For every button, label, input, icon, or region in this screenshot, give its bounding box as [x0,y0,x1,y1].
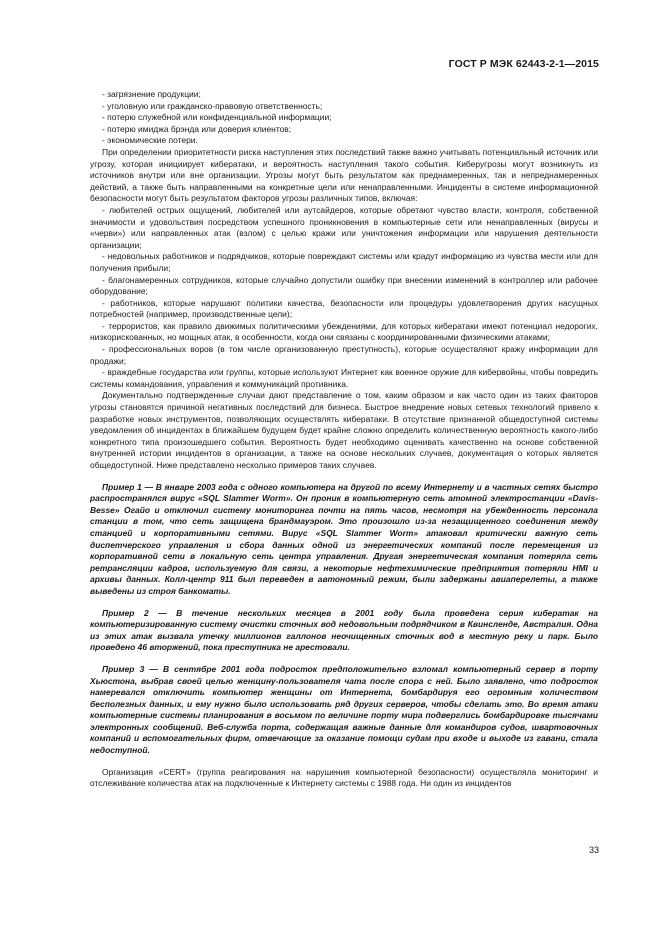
example-text: Пример 2 — В течение нескольких месяцев в 2001 году была проведена серия кибератак на компьютеризированную систему очистки сточных вод недовольным подрядчиком в Квинсленде, Австралия. Одна из этих атак вызвала утечку миллионов галлонов неочищенных сточных вод в местную реку и парк. Было проведено 46 вторжений, пока преступника не арестовали. [90,607,598,653]
list-item: - загрязнение продукции; [102,89,201,99]
document-header: ГОСТ Р МЭК 62443-2-1—2015 [448,58,599,70]
list-item-text: - профессиональных воров (в том числе организованную преступность), которые осуществляют кражу информации для продажи; [90,344,598,366]
list-item [90,321,598,344]
threat-agent-list [90,205,598,391]
list-item-text: - враждебные государства или группы, которые используют Интернет как военное оружие для кибервойны, чтобы повредить системы командования, управления и коммуникаций противника. [90,367,598,389]
list-item: - потерю служебной или конфиденциальной информации; [102,112,332,123]
paragraph-text: Организация «CERT» (группа реагирования на нарушения компьютерной безопасности) осуществляла мониторинг и отслеживание количества атак на подключенные к Интернету системы с 1988 года. Ни один из инцидентов [90,766,598,789]
example-text: Пример 3 — В сентябре 2001 года подросток предположительно взломал компьютерный сервер в порту Хьюстона, выбрав своей целью женщину-пользователя чата после спора с ней. Было заявлено, что подросток намеревался отключить компьютер женщины от Интернета, бомбардируя его огромным количеством бесполезных данных, и ему нужно было использовать ряд других серверов, чтобы сделать это. Во время атаки компьютерные системы планирования в восьмом по величине порту мира подверглись бомбардировке тысячами электронных сообщений. Веб-служба порта, содержащая важные данные для командиров судов, швартовочных компаний и вспомогательных фирм, отвечающие за оказание помощи судам при входе и выходе из гавани, стала недоступной. [90,663,598,756]
example-2 [90,608,598,654]
example-3 [90,664,598,757]
list-item-text: - любителей острых ощущений, любителей или аутсайдеров, которые обретают чувство власти, контроля, собственной значимости и удовольствия посредством успешного проникновения в компьютерные сети или ненаправленных (вирусы и «черви») или направленных атак (взлом) с целью кражи или уничтожения информации или нарушения деятельности организации; [90,204,598,250]
list-item: - экономические потери. [102,135,198,146]
list-item-text: - работников, которые нарушают политики качества, безопасности или процедуры удовлетворения других насущных потребностей (например, производственные цели); [90,297,598,320]
example-text: Пример 1 — В январе 2003 года с одного компьютера на другой по всему Интернету и в частных сетях быстро распространялся вирус «SQL Slammer Worm». Он проник в компьютерную сеть атомной электростанции «Davis-Besse» Огайо и отключил систему мониторинга почти на пять часов, несмотря на убежденность персонала станции в том, что сеть защищена брандмауэром. Это произошло из-за незащищенного соединения между станцией и корпоративными сетями. Вирус «SQL Slammer Worm» атаковал критически важную сеть диспетчерского управления и сбора данных одной из энергетических компаний после перемещения из корпоративной сети в локальную сеть центра управления. Другая энергетическая компания потеряла сеть ретрансляции кадров, используемую для связи, а некоторые нефтехимические предприятия потеряли HMI и архивы данных. Колл-центр 911 был переведен в автономный режим, были задержаны авиаперелеты, а также выведены из строя банкоматы. [90,481,598,596]
paragraph-threat-sources [90,147,598,205]
list-item: - потерю имиджа брэнда или доверия клиентов; [102,123,292,134]
list-item [90,275,598,298]
list-item-text: - недовольных работников и подрядчиков, которые повреждают системы или крадут информацию из чувства мести или для получения прибыли; [90,251,598,273]
consequence-list [90,89,598,147]
list-item [90,367,598,390]
list-item-text: - террористов, как правило движимых политическими убеждениями, для которых кибератаки имеют потенциал недорогих, низкорискованных, но мощных атак, в особенности, когда они связаны с координированными физическими атаками; [90,320,598,343]
list-item [90,344,598,367]
list-item [90,251,598,274]
list-item [90,205,598,251]
paragraph-text: При определении приоритетности риска наступления этих последствий также важно учитывать потенциальный источник или угрозу, которая инициирует кибератаки, и вероятность наступления такого события. Киберугрозы могут возникнуть из источников внутри или вне организации. Угрозы могут быть результатом как преднамеренных, так и непреднамеренных действий, а также быть направленными на конкретные цели или ненаправленными. Инциденты в системе информационной безопасности могут быть результатом факторов угрозы различных типов, включая: [90,146,598,204]
list-item [90,298,598,321]
page-number: 33 [588,845,599,855]
paragraph-documented-cases [90,390,598,471]
list-item: - уголовную или гражданско-правовую ответственность; [102,100,323,111]
example-1 [90,482,598,598]
paragraph-text: Документально подтвержденные случаи дают представление о том, каким образом и как часто один из таких факторов угрозы становятся причиной негативных последствий для бизнеса. Быстрое внедрение новых сетевых технологий привело к разработке новых инструментов, позволяющих осуществлять кибератаки. В отсутствие признанной общедоступной системы уведомления об инцидентах в ближайшем будущем будет крайне сложно определить количественную вероятность какого-либо конкретного типа произошедшего события. Вероятность будет необходимо оценивать качественно на основе собственной внутренней истории инцидентов в организации, а также на основе нескольких случаев, документация о которых является общедоступной. Ниже представлено несколько примеров таких случаев. [90,390,598,470]
paragraph-cert [90,767,598,790]
list-item-text: - благонамеренных сотрудников, которые случайно допустили ошибку при внесении изменений в контроллер или рабочее оборудование; [90,274,598,297]
document-body [90,89,598,790]
